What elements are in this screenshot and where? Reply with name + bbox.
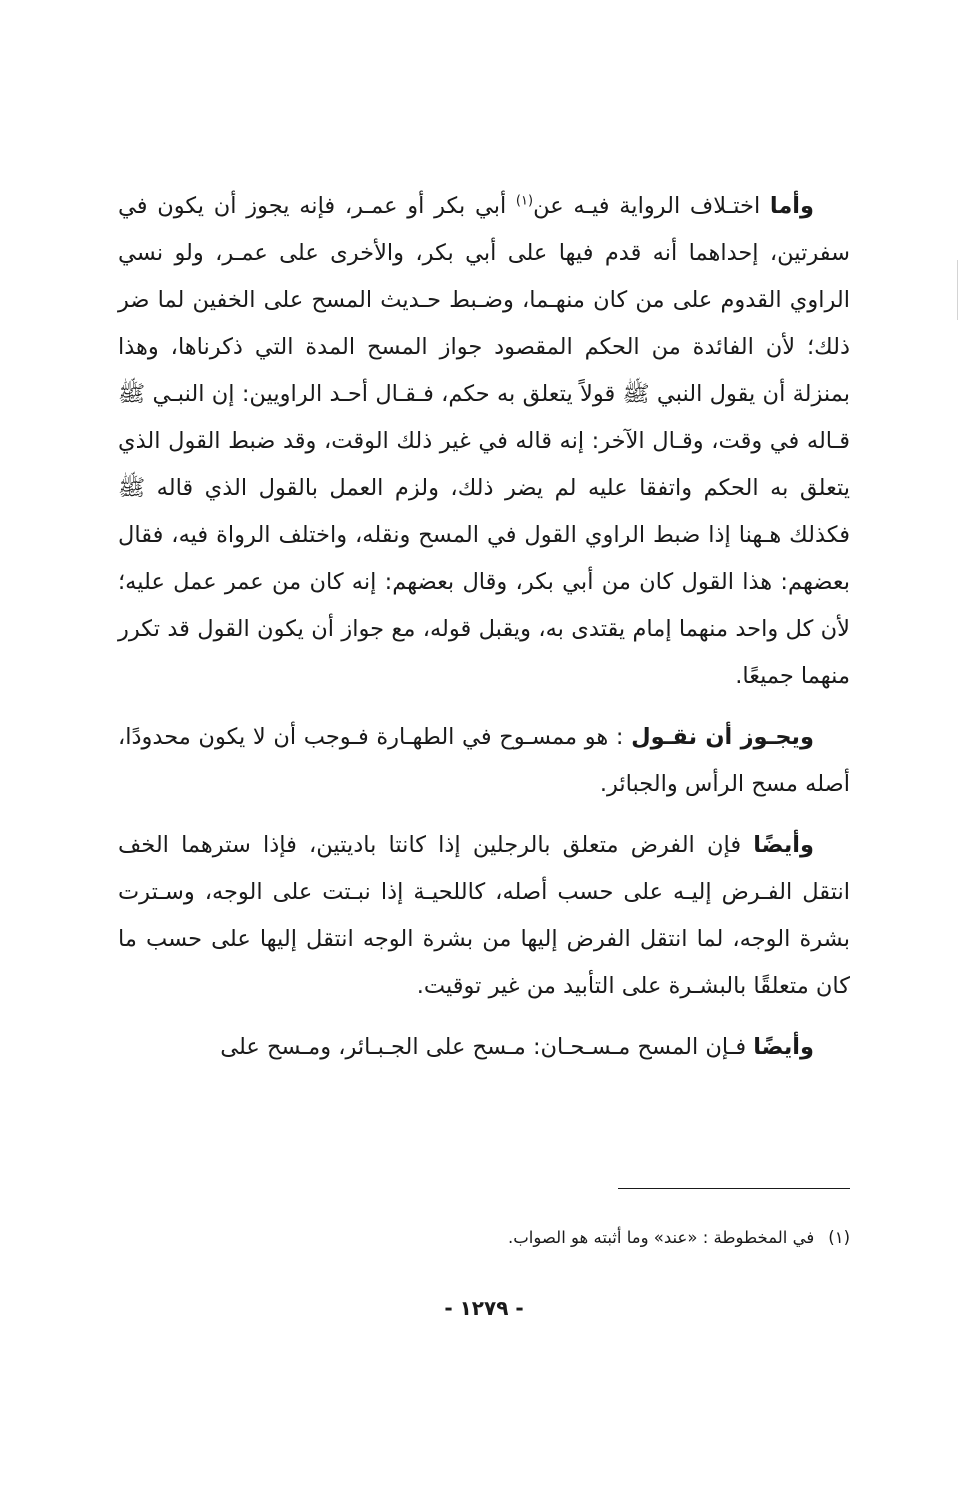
footnote xyxy=(118,1224,850,1252)
paragraph-3-text: فإن الفرض متعلق بالرجلين إذا كانتا باديتين، فإذا سترهما الخف انتقل الفـرض إليـه على حسب أصله، كاللحيـة إذا نبـتت على الوجه، وسـترت بشرة الوجه، لما انتقل الفرض إليها من بشرة الوجه انتقل إليها على حسب ما كان متعلقًا بالبشـرة على التأبيد من غير توقيت. xyxy=(118,832,850,999)
footnote-separator xyxy=(618,1188,850,1189)
paragraph-3 xyxy=(118,822,850,1010)
paragraph-3-lead: وأيضًا xyxy=(753,832,814,858)
paragraph-1-text-before-ref: اختـلاف الرواية فيـه عن xyxy=(533,193,770,219)
page-number: - ١٢٧٩ - xyxy=(444,1296,524,1320)
footnote-number: (١) xyxy=(828,1228,850,1247)
paragraph-2 xyxy=(118,714,850,808)
paragraph-4-text: فـإن المسح مـسـحـان: مـسح على الجـبـائر، ومـسح على xyxy=(220,1034,754,1060)
paragraph-1-text-after-ref: أبي بكر أو عمـر، فإنه يجوز أن يكون في سفرتين، إحداهما أنه قدم فيها على أبي بكر، والأخرى على عمـر، ولو نسي الراوي القدوم على من كان منهـما، وضـبط حـديث المسح على الخفين لما ضر ذلك؛ لأن الفائدة من الحكم المقصود جواز المسح المدة التي ذكرناها، وهذا بمنزلة أن يقول النبي ﷺ قولاً يتعلق به حكم، فـقـال أحـد الراويين: إن النبـي ﷺ قـاله في وقت، وقـال الآخر: إنه قاله في غير ذلك الوقت، وقد ضبط القول الذي يتعلق به الحكم واتفقا عليه لم يضر ذلك، ولزم العمل بالقول الذي قاله ﷺ فكذلك هـهنا إذا ضبط الراوي القول في المسح ونقله، واختلف الرواة فيه، فقال بعضهم: هذا القول كان من أبي بكر، وقال بعضهم: إنه كان من عمر عمل عليه؛ لأن كل واحد منهما إمام يقتدى به، ويقبل قوله، مع جواز أن يكون القول قد تكرر منهما جميعًا. xyxy=(118,193,850,689)
paragraph-2-lead: ويجـوز أن نقـول xyxy=(631,724,814,750)
paragraph-1-lead: وأما xyxy=(769,193,814,219)
paragraph-4-lead: وأيضًا xyxy=(753,1034,814,1060)
scan-edge-mark xyxy=(957,260,958,320)
main-text xyxy=(118,183,850,1085)
paragraph-2-text: : هو ممسـوح في الطهـارة فـوجب أن لا يكون محدودًا، أصله مسح الرأس والجبائر. xyxy=(118,724,850,797)
paragraph-4 xyxy=(118,1024,850,1071)
paragraph-1 xyxy=(118,183,850,700)
footnote-text: في المخطوطة : «عند» وما أثبته هو الصواب. xyxy=(507,1228,815,1247)
footnote-reference: (١) xyxy=(515,193,534,209)
